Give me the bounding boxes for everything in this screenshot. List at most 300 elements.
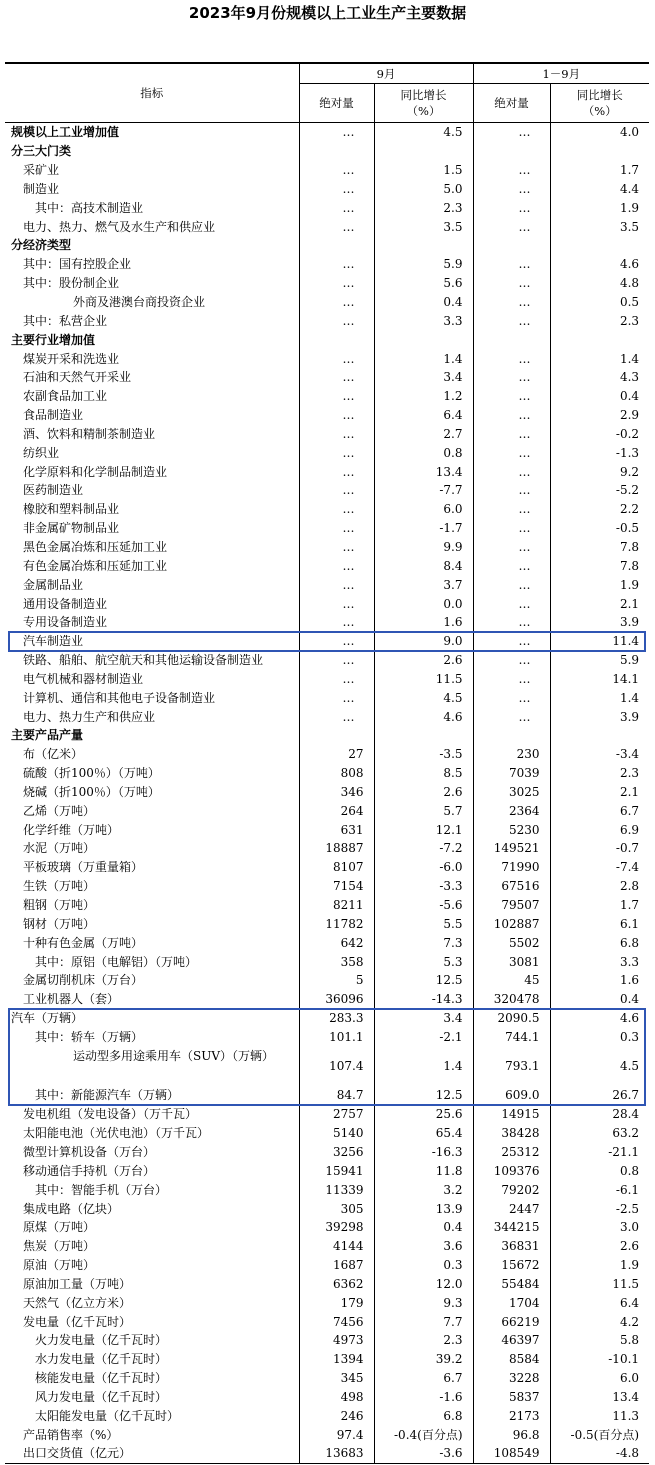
- row-indicator-name: 主要产品产量: [11, 728, 84, 743]
- cell-ytd-absolute: …: [473, 632, 550, 651]
- table-row: [5, 180, 649, 199]
- cell-ytd-yoy: 14.1: [550, 669, 649, 688]
- row-indicator-name: 生铁（万吨）: [23, 879, 96, 894]
- cell-month-yoy: 9.0: [374, 632, 473, 651]
- cell-ytd-yoy: 11.3: [550, 1406, 649, 1425]
- table-row: [5, 481, 649, 500]
- cell-ytd-yoy: 1.9: [550, 1256, 649, 1275]
- cell-ytd-absolute: …: [473, 180, 550, 199]
- cell-ytd-absolute: [473, 142, 550, 161]
- table-row: [5, 707, 649, 726]
- cell-month-yoy: 7.7: [374, 1312, 473, 1331]
- cell-month-yoy: 11.5: [374, 669, 473, 688]
- cell-ytd-absolute: …: [473, 481, 550, 500]
- table-row: [5, 1444, 649, 1463]
- cell-ytd-absolute: …: [473, 123, 550, 142]
- cell-ytd-absolute: …: [473, 387, 550, 406]
- cell-ytd-yoy: 3.5: [550, 217, 649, 236]
- table-row: [5, 198, 649, 217]
- table-row: [5, 1293, 649, 1312]
- cell-month-yoy: 3.6: [374, 1237, 473, 1256]
- table-row: [5, 764, 649, 783]
- table-row: [5, 519, 649, 538]
- row-indicator-name: 移动通信手持机（万台）: [23, 1163, 156, 1178]
- table-row: [5, 1256, 649, 1275]
- row-indicator-name: 外商及港澳台商投资企业: [73, 295, 206, 310]
- cell-ytd-yoy: -0.2: [550, 425, 649, 444]
- cell-ytd-yoy: 63.2: [550, 1124, 649, 1143]
- cell-month-yoy: 3.4: [374, 368, 473, 387]
- table-body: [5, 123, 649, 1464]
- cell-month-absolute: …: [299, 538, 374, 557]
- row-indicator-name: 医药制造业: [23, 483, 84, 498]
- table-row: [5, 632, 649, 651]
- table-row: [5, 1218, 649, 1237]
- cell-month-yoy: -2.1: [374, 1028, 473, 1047]
- table-row: [5, 933, 649, 952]
- cell-ytd-yoy: -0.5: [550, 519, 649, 538]
- cell-month-yoy: 5.5: [374, 914, 473, 933]
- row-indicator-name: 酒、饮料和精制茶制造业: [23, 426, 156, 441]
- cell-month-yoy: 5.0: [374, 180, 473, 199]
- table-row: [5, 538, 649, 557]
- cell-ytd-yoy: 3.0: [550, 1218, 649, 1237]
- cell-month-absolute: 808: [299, 764, 374, 783]
- cell-ytd-absolute: …: [473, 425, 550, 444]
- row-indicator-name: 集成电路（亿块）: [23, 1201, 120, 1216]
- cell-ytd-absolute: 149521: [473, 839, 550, 858]
- cell-ytd-absolute: 5837: [473, 1388, 550, 1407]
- cell-ytd-absolute: 744.1: [473, 1028, 550, 1047]
- cell-month-absolute: [299, 330, 374, 349]
- section-row: [5, 236, 649, 255]
- row-indicator-name: 其中：新能源汽车（万辆）: [35, 1088, 180, 1103]
- cell-ytd-yoy: 4.3: [550, 368, 649, 387]
- cell-month-yoy: 6.4: [374, 406, 473, 425]
- row-indicator-name: 原煤（万吨）: [23, 1220, 96, 1235]
- cell-ytd-yoy: [550, 330, 649, 349]
- cell-ytd-absolute: …: [473, 293, 550, 312]
- cell-month-absolute: …: [299, 443, 374, 462]
- cell-ytd-absolute: [473, 330, 550, 349]
- cell-month-absolute: …: [299, 387, 374, 406]
- cell-ytd-absolute: 2364: [473, 801, 550, 820]
- cell-month-absolute: …: [299, 180, 374, 199]
- cell-month-yoy: 3.7: [374, 575, 473, 594]
- cell-month-absolute: 346: [299, 783, 374, 802]
- table-row: [5, 1406, 649, 1425]
- cell-ytd-absolute: …: [473, 311, 550, 330]
- cell-ytd-yoy: 2.1: [550, 783, 649, 802]
- cell-month-absolute: …: [299, 594, 374, 613]
- cell-month-yoy: 2.6: [374, 783, 473, 802]
- cell-ytd-yoy: 3.9: [550, 613, 649, 632]
- table-row: [5, 425, 649, 444]
- cell-month-yoy: 5.7: [374, 801, 473, 820]
- cell-month-yoy: 5.6: [374, 274, 473, 293]
- table-row: [5, 349, 649, 368]
- cell-month-yoy: -3.6: [374, 1444, 473, 1463]
- cell-ytd-absolute: 2173: [473, 1406, 550, 1425]
- row-indicator-name: 布（亿米）: [23, 747, 84, 762]
- cell-ytd-yoy: 6.1: [550, 914, 649, 933]
- cell-month-absolute: 36096: [299, 990, 374, 1009]
- cell-ytd-yoy: -4.8: [550, 1444, 649, 1463]
- row-indicator-name: 黑色金属冶炼和压延加工业: [23, 539, 168, 554]
- header-month: 9月: [299, 63, 473, 84]
- cell-month-yoy: 5.9: [374, 255, 473, 274]
- row-indicator-name: 分经济类型: [11, 238, 72, 253]
- cell-month-yoy: 4.5: [374, 688, 473, 707]
- table-row: [5, 406, 649, 425]
- cell-ytd-absolute: 230: [473, 745, 550, 764]
- cell-ytd-yoy: 11.4: [550, 632, 649, 651]
- cell-month-yoy: 0.4: [374, 1218, 473, 1237]
- cell-month-absolute: 13683: [299, 1444, 374, 1463]
- cell-month-yoy: 6.7: [374, 1369, 473, 1388]
- cell-month-yoy: -1.7: [374, 519, 473, 538]
- cell-ytd-absolute: 1704: [473, 1293, 550, 1312]
- table-row: [5, 839, 649, 858]
- table-row: [5, 971, 649, 990]
- cell-month-absolute: 345: [299, 1369, 374, 1388]
- cell-ytd-absolute: …: [473, 669, 550, 688]
- header-month-absolute: 绝对量: [299, 84, 374, 123]
- row-indicator-name: 汽车制造业: [23, 634, 84, 649]
- cell-ytd-yoy: 3.3: [550, 952, 649, 971]
- cell-month-absolute: …: [299, 161, 374, 180]
- section-row: [5, 726, 649, 745]
- header-ytd: 1－9月: [473, 63, 649, 84]
- row-indicator-name: 原油（万吨）: [23, 1258, 96, 1273]
- cell-month-yoy: 11.8: [374, 1161, 473, 1180]
- table-row: [5, 1028, 649, 1047]
- cell-ytd-yoy: 5.9: [550, 651, 649, 670]
- cell-month-absolute: 4144: [299, 1237, 374, 1256]
- cell-ytd-absolute: [473, 726, 550, 745]
- table-row: [5, 1312, 649, 1331]
- cell-month-yoy: -14.3: [374, 990, 473, 1009]
- cell-ytd-yoy: -1.3: [550, 443, 649, 462]
- cell-month-absolute: 97.4: [299, 1425, 374, 1444]
- cell-month-absolute: …: [299, 406, 374, 425]
- table-row: [5, 274, 649, 293]
- cell-month-yoy: 9.9: [374, 538, 473, 557]
- cell-month-yoy: -5.6: [374, 896, 473, 915]
- row-indicator-name: 汽车（万辆）: [11, 1011, 84, 1026]
- cell-month-yoy: 0.3: [374, 1256, 473, 1275]
- cell-ytd-absolute: 5230: [473, 820, 550, 839]
- row-indicator-name: 风力发电量（亿千瓦时）: [35, 1389, 168, 1404]
- row-indicator-name: 制造业: [23, 181, 60, 196]
- cell-ytd-yoy: 4.8: [550, 274, 649, 293]
- row-indicator-name: 焦炭（万吨）: [23, 1239, 96, 1254]
- row-indicator-name: 电力、热力生产和供应业: [23, 709, 156, 724]
- cell-ytd-absolute: …: [473, 651, 550, 670]
- cell-ytd-yoy: [550, 236, 649, 255]
- row-indicator-name: 硫酸（折100％）（万吨）: [23, 766, 160, 781]
- cell-month-yoy: 13.9: [374, 1199, 473, 1218]
- cell-ytd-absolute: 46397: [473, 1331, 550, 1350]
- cell-ytd-absolute: 36831: [473, 1237, 550, 1256]
- row-indicator-name: 主要行业增加值: [11, 332, 96, 347]
- cell-month-absolute: …: [299, 632, 374, 651]
- cell-ytd-yoy: -5.2: [550, 481, 649, 500]
- cell-ytd-yoy: 1.4: [550, 349, 649, 368]
- header-ytd-absolute: 绝对量: [473, 84, 550, 123]
- cell-ytd-absolute: …: [473, 217, 550, 236]
- cell-ytd-yoy: -3.4: [550, 745, 649, 764]
- cell-ytd-absolute: 79202: [473, 1180, 550, 1199]
- row-indicator-name: 原油加工量（万吨）: [23, 1276, 132, 1291]
- cell-ytd-absolute: 38428: [473, 1124, 550, 1143]
- cell-ytd-absolute: 45: [473, 971, 550, 990]
- cell-ytd-absolute: …: [473, 349, 550, 368]
- cell-month-yoy: 3.3: [374, 311, 473, 330]
- cell-ytd-yoy: 6.9: [550, 820, 649, 839]
- table-row: [5, 1086, 649, 1105]
- cell-month-absolute: …: [299, 123, 374, 142]
- header-indicator: 指标: [5, 63, 299, 123]
- cell-month-absolute: 498: [299, 1388, 374, 1407]
- table-header: [5, 63, 649, 123]
- cell-month-absolute: 5: [299, 971, 374, 990]
- cell-month-absolute: …: [299, 311, 374, 330]
- table-row: [5, 1369, 649, 1388]
- cell-ytd-absolute: 7039: [473, 764, 550, 783]
- cell-ytd-yoy: 1.7: [550, 161, 649, 180]
- cell-ytd-absolute: 344215: [473, 1218, 550, 1237]
- cell-month-absolute: …: [299, 293, 374, 312]
- cell-month-absolute: 358: [299, 952, 374, 971]
- cell-month-yoy: 2.3: [374, 198, 473, 217]
- cell-ytd-yoy: 2.6: [550, 1237, 649, 1256]
- cell-month-yoy: 1.4: [374, 1046, 473, 1086]
- table-row: [5, 1105, 649, 1124]
- cell-ytd-yoy: 4.0: [550, 123, 649, 142]
- cell-ytd-yoy: 0.4: [550, 387, 649, 406]
- cell-month-absolute: …: [299, 707, 374, 726]
- cell-ytd-absolute: 2447: [473, 1199, 550, 1218]
- cell-ytd-yoy: 9.2: [550, 462, 649, 481]
- cell-month-yoy: 0.8: [374, 443, 473, 462]
- cell-month-yoy: [374, 726, 473, 745]
- cell-ytd-absolute: 14915: [473, 1105, 550, 1124]
- row-indicator-name: 其中：股份制企业: [23, 276, 120, 291]
- cell-ytd-absolute: …: [473, 406, 550, 425]
- cell-ytd-yoy: 2.9: [550, 406, 649, 425]
- row-indicator-name: 专用设备制造业: [23, 615, 108, 630]
- row-indicator-name: 金属切削机床（万台）: [23, 973, 144, 988]
- cell-ytd-yoy: 2.2: [550, 500, 649, 519]
- cell-ytd-yoy: 2.3: [550, 764, 649, 783]
- cell-month-absolute: …: [299, 651, 374, 670]
- table-row: [5, 161, 649, 180]
- cell-ytd-absolute: …: [473, 688, 550, 707]
- cell-ytd-yoy: 28.4: [550, 1105, 649, 1124]
- cell-ytd-yoy: 1.7: [550, 896, 649, 915]
- cell-month-yoy: 7.3: [374, 933, 473, 952]
- cell-ytd-yoy: 3.9: [550, 707, 649, 726]
- cell-month-yoy: -0.4(百分点): [374, 1425, 473, 1444]
- cell-month-absolute: 246: [299, 1406, 374, 1425]
- cell-ytd-yoy: 4.4: [550, 180, 649, 199]
- cell-month-absolute: 642: [299, 933, 374, 952]
- cell-month-absolute: 5140: [299, 1124, 374, 1143]
- row-indicator-name: 核能发电量（亿千瓦时）: [35, 1371, 168, 1386]
- row-indicator-name: 平板玻璃（万重量箱）: [23, 860, 144, 875]
- row-indicator-name: 微型计算机设备（万台）: [23, 1144, 156, 1159]
- cell-month-absolute: …: [299, 217, 374, 236]
- cell-ytd-absolute: 25312: [473, 1143, 550, 1162]
- row-indicator-name: 橡胶和塑料制品业: [23, 502, 120, 517]
- cell-month-yoy: 1.2: [374, 387, 473, 406]
- section-row: [5, 142, 649, 161]
- cell-ytd-absolute: …: [473, 575, 550, 594]
- cell-month-absolute: …: [299, 255, 374, 274]
- row-indicator-name: 十种有色金属（万吨）: [23, 935, 144, 950]
- cell-month-absolute: 101.1: [299, 1028, 374, 1047]
- row-indicator-name: 发电机组（发电设备）（万千瓦）: [23, 1107, 198, 1122]
- cell-ytd-yoy: 4.6: [550, 255, 649, 274]
- cell-month-yoy: 13.4: [374, 462, 473, 481]
- cell-ytd-yoy: 4.5: [550, 1046, 649, 1086]
- cell-month-absolute: 84.7: [299, 1086, 374, 1105]
- cell-month-yoy: 0.4: [374, 293, 473, 312]
- row-indicator-name: 太阳能发电量（亿千瓦时）: [35, 1408, 180, 1423]
- table-row: [5, 556, 649, 575]
- row-indicator-name: 火力发电量（亿千瓦时）: [35, 1333, 168, 1348]
- cell-month-yoy: 12.5: [374, 1086, 473, 1105]
- table-row: [5, 255, 649, 274]
- table-row: [5, 783, 649, 802]
- row-indicator-name: 太阳能电池（光伏电池）（万千瓦）: [23, 1126, 210, 1141]
- cell-ytd-absolute: 71990: [473, 858, 550, 877]
- cell-month-yoy: -7.7: [374, 481, 473, 500]
- row-indicator-name: 其中：私营企业: [23, 313, 108, 328]
- cell-month-absolute: 4973: [299, 1331, 374, 1350]
- table-row: [5, 1143, 649, 1162]
- cell-ytd-absolute: 2090.5: [473, 1009, 550, 1028]
- cell-ytd-absolute: …: [473, 538, 550, 557]
- cell-month-yoy: 1.6: [374, 613, 473, 632]
- cell-month-yoy: 9.3: [374, 1293, 473, 1312]
- row-indicator-name: 工业机器人（套）: [23, 992, 120, 1007]
- cell-ytd-yoy: 0.3: [550, 1028, 649, 1047]
- cell-month-yoy: 12.0: [374, 1274, 473, 1293]
- cell-ytd-yoy: 2.1: [550, 594, 649, 613]
- cell-month-yoy: [374, 330, 473, 349]
- row-indicator-name: 运动型多用途乘用车（SUV）（万辆）: [73, 1049, 275, 1064]
- table-row: [5, 1331, 649, 1350]
- cell-month-absolute: 8211: [299, 896, 374, 915]
- cell-month-absolute: 6362: [299, 1274, 374, 1293]
- cell-month-absolute: …: [299, 688, 374, 707]
- table-row: [5, 952, 649, 971]
- header-ytd-yoy: 同比增长 （%）: [550, 84, 649, 123]
- cell-ytd-absolute: …: [473, 594, 550, 613]
- cell-ytd-absolute: 15672: [473, 1256, 550, 1275]
- cell-ytd-absolute: 55484: [473, 1274, 550, 1293]
- row-indicator-name: 有色金属冶炼和压延加工业: [23, 558, 168, 573]
- table-row: [5, 877, 649, 896]
- table-row: [5, 1180, 649, 1199]
- cell-ytd-absolute: …: [473, 198, 550, 217]
- cell-ytd-absolute: …: [473, 500, 550, 519]
- row-indicator-name: 其中：智能手机（万台）: [35, 1182, 168, 1197]
- row-indicator-name: 通用设备制造业: [23, 596, 108, 611]
- cell-ytd-absolute: …: [473, 274, 550, 293]
- cell-ytd-yoy: -2.5: [550, 1199, 649, 1218]
- table-row: [5, 443, 649, 462]
- cell-month-yoy: 8.5: [374, 764, 473, 783]
- row-indicator-name: 化学原料和化学制品制造业: [23, 464, 168, 479]
- cell-month-absolute: 107.4: [299, 1046, 374, 1086]
- cell-ytd-yoy: 2.8: [550, 877, 649, 896]
- cell-month-yoy: 12.1: [374, 820, 473, 839]
- cell-month-yoy: 1.4: [374, 349, 473, 368]
- cell-ytd-absolute: 8584: [473, 1350, 550, 1369]
- cell-ytd-absolute: 609.0: [473, 1086, 550, 1105]
- cell-ytd-absolute: 96.8: [473, 1425, 550, 1444]
- cell-ytd-absolute: 79507: [473, 896, 550, 915]
- row-indicator-name: 煤炭开采和洗选业: [23, 351, 120, 366]
- cell-month-yoy: 2.7: [374, 425, 473, 444]
- cell-ytd-yoy: 1.4: [550, 688, 649, 707]
- cell-month-absolute: 305: [299, 1199, 374, 1218]
- cell-ytd-absolute: 66219: [473, 1312, 550, 1331]
- table-row: [5, 575, 649, 594]
- cell-ytd-yoy: 6.0: [550, 1369, 649, 1388]
- cell-ytd-absolute: 3081: [473, 952, 550, 971]
- table-row: [5, 1425, 649, 1444]
- cell-month-yoy: 0.0: [374, 594, 473, 613]
- cell-ytd-yoy: [550, 142, 649, 161]
- cell-month-yoy: 3.2: [374, 1180, 473, 1199]
- cell-month-absolute: …: [299, 519, 374, 538]
- cell-month-absolute: [299, 236, 374, 255]
- row-indicator-name: 农副食品加工业: [23, 389, 108, 404]
- row-indicator-name: 非金属矿物制品业: [23, 521, 120, 536]
- row-indicator-name: 规模以上工业增加值: [11, 125, 120, 140]
- cell-month-absolute: …: [299, 613, 374, 632]
- cell-month-absolute: 7456: [299, 1312, 374, 1331]
- cell-ytd-yoy: -0.7: [550, 839, 649, 858]
- cell-month-absolute: 11782: [299, 914, 374, 933]
- row-indicator-name: 计算机、通信和其他电子设备制造业: [23, 690, 216, 705]
- table-row: [5, 594, 649, 613]
- cell-month-absolute: 179: [299, 1293, 374, 1312]
- row-indicator-name: 分三大门类: [11, 144, 72, 159]
- cell-month-absolute: …: [299, 425, 374, 444]
- row-indicator-name: 石油和天然气开采业: [23, 370, 132, 385]
- table-row: [5, 387, 649, 406]
- cell-month-absolute: …: [299, 481, 374, 500]
- table-row: [5, 1161, 649, 1180]
- row-indicator-name: 钢材（万吨）: [23, 916, 96, 931]
- cell-ytd-yoy: 13.4: [550, 1388, 649, 1407]
- cell-ytd-absolute: 109376: [473, 1161, 550, 1180]
- cell-ytd-absolute: …: [473, 161, 550, 180]
- cell-month-yoy: 5.3: [374, 952, 473, 971]
- table-row: [5, 990, 649, 1009]
- cell-month-absolute: 2757: [299, 1105, 374, 1124]
- cell-month-yoy: -3.5: [374, 745, 473, 764]
- cell-ytd-yoy: 26.7: [550, 1086, 649, 1105]
- cell-month-yoy: 1.5: [374, 161, 473, 180]
- table-row: [5, 651, 649, 670]
- cell-month-yoy: -16.3: [374, 1143, 473, 1162]
